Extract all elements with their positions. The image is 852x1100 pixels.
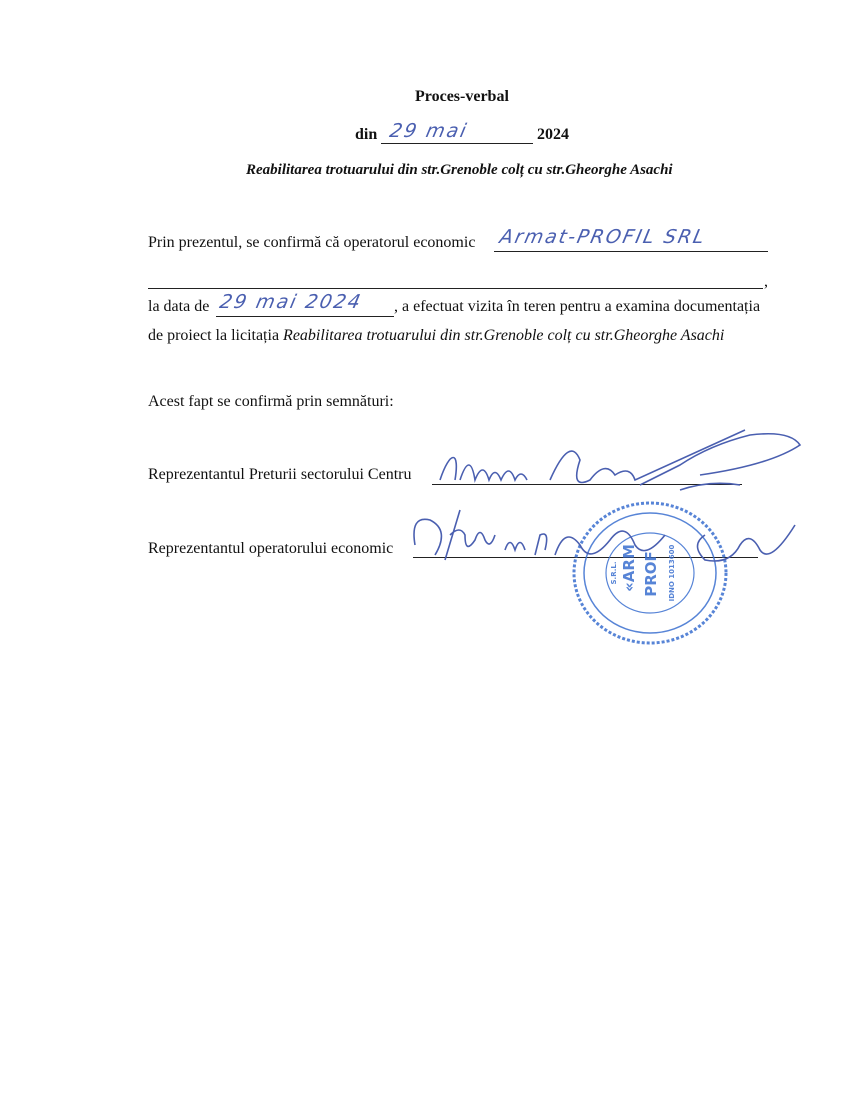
- confirmation-signatures-text: Acest fapt se confirmă prin semnături:: [148, 393, 394, 410]
- signature-label-operator: Reprezentantul operatorului economic: [148, 540, 394, 557]
- handwritten-visit-date: 29 mai 2024: [217, 291, 365, 313]
- project-text: [148, 327, 724, 345]
- project-subject: Reabilitarea trotuarului din str.Grenoble colț cu str.Gheorghe Asachi: [283, 327, 725, 344]
- signature-label-pretura: Reprezentantul Preturii sectorului Centru: [148, 466, 412, 483]
- handwritten-operator: Armat-PROFIL SRL: [497, 226, 709, 248]
- date-prefix: din: [355, 126, 378, 143]
- signature-operator: [405, 505, 805, 575]
- visit-date-prefix: la data de: [148, 298, 210, 315]
- confirmation-text: Prin prezentul, se confirmă că operatorul economic: [148, 234, 476, 251]
- svg-text:IDNO 1013600: IDNO 1013600: [668, 544, 676, 602]
- document-subject: Reabilitarea trotuarului din str.Grenoble colț cu str.Gheorghe Asachi: [246, 162, 673, 178]
- operator-field-line: [494, 251, 768, 252]
- handwritten-date: 29 mai: [387, 120, 470, 142]
- comma: ,: [764, 273, 768, 290]
- visit-text: , a efectuat vizita în teren pentru a examina documentația: [394, 298, 761, 315]
- blank-line: [148, 288, 763, 289]
- signature-pretura: [430, 430, 820, 510]
- svg-text:PROF: PROF: [642, 551, 660, 597]
- svg-text:S.R.L.: S.R.L.: [610, 561, 618, 585]
- date-field-line: [381, 143, 533, 144]
- date-year: 2024: [537, 126, 569, 143]
- svg-text:«ARM: «ARM: [620, 544, 638, 592]
- project-prefix: de proiect la licitația: [148, 327, 280, 344]
- visit-date-line: [216, 316, 394, 317]
- document-title: Proces-verbal: [415, 88, 509, 105]
